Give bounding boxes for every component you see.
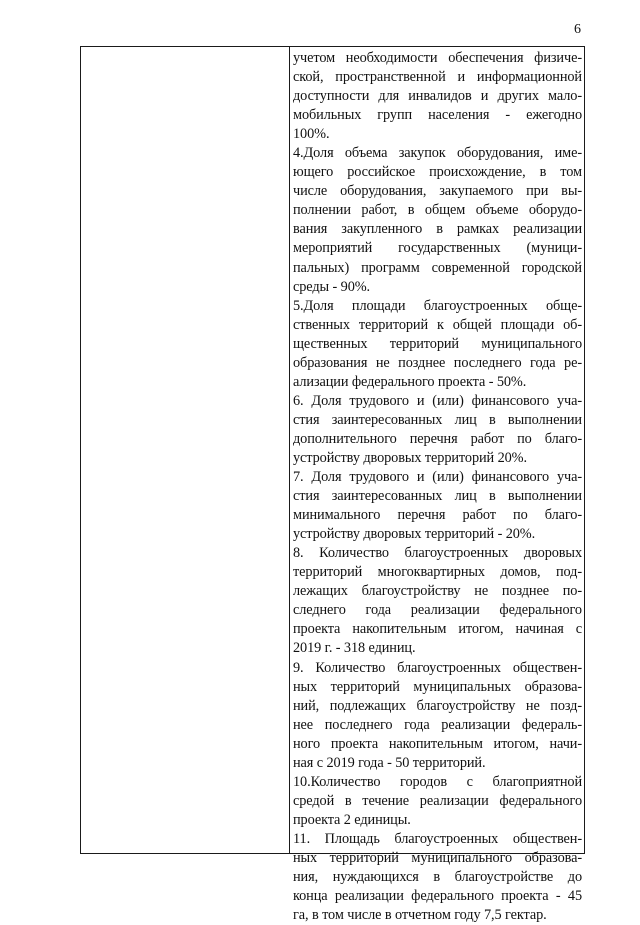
table-cell-left xyxy=(81,47,289,853)
text-line: вания закупленного в рамках реализации xyxy=(293,221,582,238)
text-line: 8. Количество благоустроенных дворовых xyxy=(293,545,582,562)
text-line: дополнительного перечня работ по благо- xyxy=(293,430,582,447)
text-line: нее последнего года реализации федераль- xyxy=(293,716,582,733)
text-line: 5.Доля площади благоустроенных обще- xyxy=(293,297,582,314)
text-line: территорий многоквартирных домов, под- xyxy=(293,564,582,581)
text-line: пальных) программ современной городской xyxy=(293,259,582,276)
text-line: 6. Доля трудового и (или) финансового уча- xyxy=(293,392,582,409)
text-line: образования не позднее последнего года ре- xyxy=(293,354,582,371)
text-line: мероприятий государственных (муници- xyxy=(293,240,582,257)
text-line: среды - 90%. xyxy=(293,278,371,295)
text-line: числе оборудования, закупаемого при вы- xyxy=(293,183,582,200)
text-line: ющего российское происхождение, в том xyxy=(293,164,582,181)
text-line: ализации федерального проекта - 50%. xyxy=(293,373,527,390)
text-line: ная с 2019 года - 50 территорий. xyxy=(293,754,486,771)
text-line: мобильных групп населения - ежегодно xyxy=(293,107,582,124)
text-line: щественных территорий муниципального xyxy=(293,335,582,352)
page-number: 6 xyxy=(574,22,581,37)
text-line: устройству дворовых территорий - 20%. xyxy=(293,526,536,543)
table-column-divider xyxy=(289,47,290,853)
text-line: ния, нуждающихся в благоустройстве до xyxy=(293,869,582,886)
table-cell-right xyxy=(293,49,582,925)
text-line: ных территорий муниципальных образова- xyxy=(293,678,582,695)
text-line: ской, пространственной и информационной xyxy=(293,69,582,86)
text-line: 11. Площадь благоустроенных обществен- xyxy=(293,830,582,847)
text-line: стия заинтересованных лиц в выполнении xyxy=(293,411,582,428)
text-line: конца реализации федерального проекта - 45 xyxy=(293,888,582,905)
text-line: полнении работ, в общем объеме оборудо- xyxy=(293,202,582,219)
text-line: 9. Количество благоустроенных обществен- xyxy=(293,659,582,676)
text-line: устройству дворовых территорий 20%. xyxy=(293,449,527,466)
text-line: 7. Доля трудового и (или) финансового уча- xyxy=(293,469,582,486)
text-line: лежащих благоустройству не позднее по- xyxy=(293,583,582,600)
text-line: 4.Доля объема закупок оборудования, име- xyxy=(293,145,582,162)
text-line: минимального перечня работ по благо- xyxy=(293,507,582,524)
text-line: доступности для инвалидов и других мало- xyxy=(293,88,582,105)
text-line: следнего года реализации федерального xyxy=(293,602,582,619)
text-line: ного проекта накопительным итогом, начи- xyxy=(293,735,582,752)
text-line: га, в том числе в отчетном году 7,5 гектар. xyxy=(293,907,547,924)
text-line: 2019 г. - 318 единиц. xyxy=(293,640,416,657)
text-line: 10.Количество городов с благоприятной xyxy=(293,773,582,790)
text-line: проекта накопительным итогом, начиная с xyxy=(293,621,582,638)
text-line: учетом необходимости обеспечения физиче- xyxy=(293,50,582,66)
document-table xyxy=(80,46,585,924)
text-line: проекта 2 единицы. xyxy=(293,811,411,828)
text-line: ственных территорий к общей площади об- xyxy=(293,316,582,333)
text-line: средой в течение реализации федерального xyxy=(293,792,582,809)
text-line: 100%. xyxy=(293,126,330,143)
text-line: ний, подлежащих благоустройству не позд- xyxy=(293,697,582,714)
text-line: стия заинтересованных лиц в выполнении xyxy=(293,488,582,505)
text-line: ных территорий муниципального образова- xyxy=(293,849,582,866)
